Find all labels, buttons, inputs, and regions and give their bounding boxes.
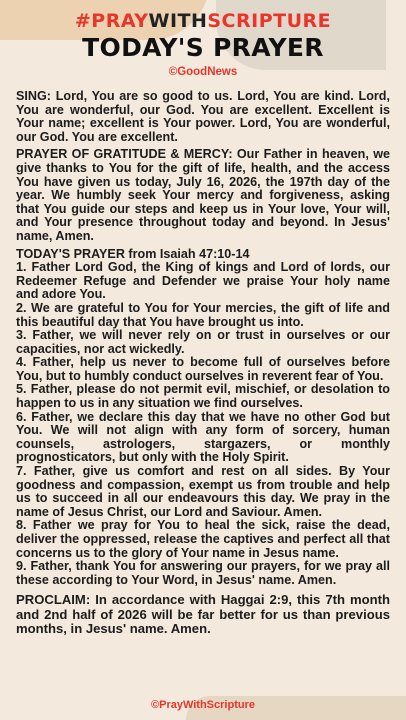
sing-section: SING: Lord, You are so good to us. Lord, You are kind. Lord, You are wonderful, our God. You are excellent. Excellent is Your name; excellent is Your power. Lord, You are wonderful, our God. You are excellent. xyxy=(16,89,390,144)
gratitude-section: PRAYER OF GRATITUDE & MERCY: Our Father in heaven, we give thanks to You for the gift of life, health, and the access You have given us today, July 16, 2026, the 197th day of the year. We humbly seek Your mercy and forgiveness, asking that You guide our steps and keep us in Your love, Your will, and Your presence throughout today and beyond. In Jesus' name, Amen. xyxy=(16,147,390,243)
hashtag-symbol: # xyxy=(74,10,92,32)
prayer-item: 3. Father, we will never rely on or trust in ourselves or our capacities, nor act wickedly. xyxy=(16,328,390,356)
header-credit: ©GoodNews xyxy=(168,66,238,78)
hashtag-title xyxy=(0,10,406,32)
prayer-item: 4. Father, help us never to become full of ourselves before You, but to humbly conduct ourselves in reverent fear of You. xyxy=(16,355,390,383)
prayer-item: 1. Father Lord God, the King of kings and Lord of lords, our Redeemer Refuge and Defender we praise Your holy name and adore You. xyxy=(16,260,390,302)
page-title: TODAY'S PRAYER xyxy=(82,33,324,62)
prayer-body xyxy=(16,90,390,636)
prayer-item: 6. Father, we declare this day that we have no other God but You. We will not align with any form of sorcery, human counsels, astrologers, stargazers, or monthly prognosticators, but only with the Holy Spirit. xyxy=(16,409,390,465)
prayer-item: 2. We are grateful to You for Your mercies, the gift of life and this beautiful day that You have brought us into. xyxy=(16,300,390,329)
hashtag-word-with: WITH xyxy=(148,10,208,32)
prayer-item: 8. Father we pray for You to heal the sick, raise the dead, deliver the oppressed, release the captives and perfect all that concerns us to the glory of Your name in Jesus name. xyxy=(16,518,390,560)
prayer-item: 9. Father, thank You for answering our prayers, for we pray all these according to Your Word, in Jesus' name. Amen. xyxy=(16,559,390,587)
prayer-item: 7. Father, give us comfort and rest on all sides. By Your goodness and compassion, exempt us from trouble and help us to succeed in all our endeavours this day. We pray in the name of Jesus Christ, our Lord and Saviour. Amen. xyxy=(16,464,390,519)
footer-credit: ©PrayWithScripture xyxy=(151,699,255,711)
prayer-heading: TODAY'S PRAYER from Isaiah 47:10-14 xyxy=(16,246,250,261)
prayer-item: 5. Father, please do not permit evil, mischief, or desolation to happen to us in any situation we find ourselves. xyxy=(16,382,390,411)
header xyxy=(0,0,406,78)
hashtag-word-scripture: SCRIPTURE xyxy=(207,10,332,32)
proclaim-section: PROCLAIM: In accordance with Haggai 2:9, this 7th month and 2nd half of 2026 will be far better for us than previous months, in Jesus' name. Amen. xyxy=(16,592,390,636)
hashtag-word-pray: PRAY xyxy=(91,10,149,32)
